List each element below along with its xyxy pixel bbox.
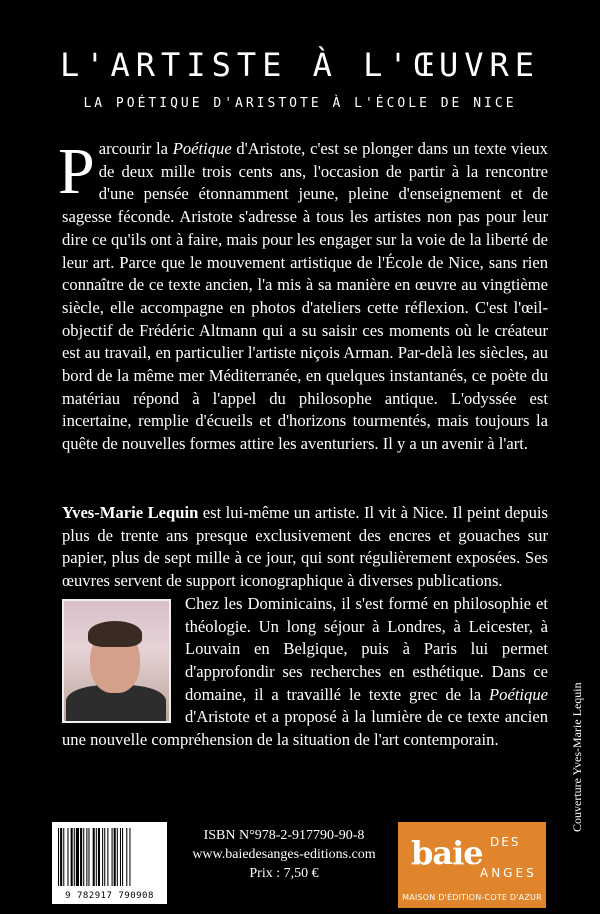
summary-text-rest: d'Aristote, c'est se plonger dans un texte vieux de deux mille trois cents ans, l'occasion de partir à la rencontre d'une pensée étonnamment jeune, pleine d'enseignement et de sagesse féconde. Aristote s'adresse à tous les artistes non pas pour leur dire ce qu'ils ont à faire, mais pour les engager sur la voie de la liberté de leur art. Parce que le mouvement artistique de l'École de Nice, sans rien connaître de ce texte ancien, l'a mis à sa manière en œuvre au vingtième siècle, elle accompagne en photos d'ateliers cette réflexion. C'est l'œil-objectif de Frédéric Altmann qui a su saisir ces moments où le créateur est au travail, en particulier l'artiste niçois Arman. Par-delà les siècles, au bord de la même mer Méditerranée, en quelques instantanés, ce poète du matériau répond à l'appel du philosophe antique. L'odyssée est incertaine, remplie d'écueils et d'horizons tourmentés, mais toujours la quête de nouvelles formes attire les aventuriers. Il y a un avenir à l'art.	[62, 139, 548, 454]
isbn: ISBN N°978-2-917790-90-8	[203, 828, 365, 843]
barcode-bar	[76, 828, 79, 886]
summary-italic-title: Poétique	[172, 139, 232, 158]
barcode-bar	[86, 828, 87, 886]
barcode-bar	[93, 828, 95, 886]
barcode-bar	[120, 828, 121, 886]
logo-word-des: DES	[490, 835, 521, 849]
barcode-bar	[129, 828, 130, 886]
publication-info	[178, 826, 390, 883]
author-photo	[62, 599, 171, 723]
publisher-logo	[398, 822, 546, 908]
photo-hair	[88, 621, 142, 647]
bio-text-2b: d'Aristote et a proposé à la lumière de ce texte ancien une nouvelle compréhension de la situation de l'art contemporain.	[62, 707, 548, 750]
bio-text-1: est lui-même un artiste. Il vit à Nice. Il peint depuis plus de trente ans presque exclusivement des encres et gouaches sur papier, plus de sept mille à ce jour, qui sont régulièrement exposées. Ses œuvres servent de support iconographique à diverses publications.	[62, 503, 548, 591]
book-title: L'ARTISTE À L'ŒUVRE	[59, 46, 541, 84]
barcode-bar	[112, 828, 113, 886]
barcode-bar	[71, 828, 73, 886]
price: Prix : 7,50 €	[249, 866, 319, 881]
barcode-bar	[58, 828, 59, 886]
back-cover-summary	[58, 135, 548, 456]
bio-paragraph-1	[62, 502, 548, 593]
logo-tagline: MAISON D'ÉDITION-COTE D'AZUR	[402, 893, 542, 902]
barcode-bar	[96, 828, 97, 886]
author-bio	[62, 502, 548, 752]
logo-word-anges: ANGES	[480, 866, 537, 880]
barcode-bar	[126, 828, 127, 886]
barcode-bars	[58, 828, 161, 886]
logo-word-baie: baie	[411, 834, 483, 872]
publisher-website: www.baiedesanges-editions.com	[192, 847, 376, 862]
barcode-bar	[60, 828, 62, 886]
bio-italic-title: Poétique	[489, 684, 548, 704]
barcode-number: 9 782917 790908	[65, 891, 154, 901]
barcode-bar	[83, 828, 84, 886]
barcode-bar	[102, 828, 103, 886]
barcode-bar	[67, 828, 68, 886]
barcode-bar	[117, 828, 118, 886]
bio-text-2a: Chez les Dominicains, il s'est formé en philosophie et théologie. Un long séjour à Londres, à Leicester, à Louvain en Belgique, puis à Paris lui permet d'approfondir ses recherches en esthétique. Dans ce domaine, il a travaillé le texte grec de la	[185, 593, 548, 704]
book-subtitle: LA POÉTIQUE D'ARISTOTE À L'ÉCOLE DE NICE	[83, 96, 517, 111]
barcode-bar	[107, 828, 108, 886]
barcode-bar	[122, 828, 123, 886]
summary-text-start: arcourir la	[98, 139, 173, 158]
barcode	[52, 822, 167, 904]
barcode-bar	[114, 828, 116, 886]
cover-credit: Couverture Yves-Marie Lequin	[570, 682, 584, 832]
author-name: Yves-Marie Lequin	[62, 503, 199, 522]
barcode-bar	[80, 828, 82, 886]
barcode-bar	[98, 828, 100, 886]
barcode-bar	[104, 828, 105, 886]
barcode-bar	[74, 828, 75, 886]
drop-cap: P	[58, 135, 95, 208]
barcode-bar	[63, 828, 64, 886]
barcode-bar	[88, 828, 89, 886]
